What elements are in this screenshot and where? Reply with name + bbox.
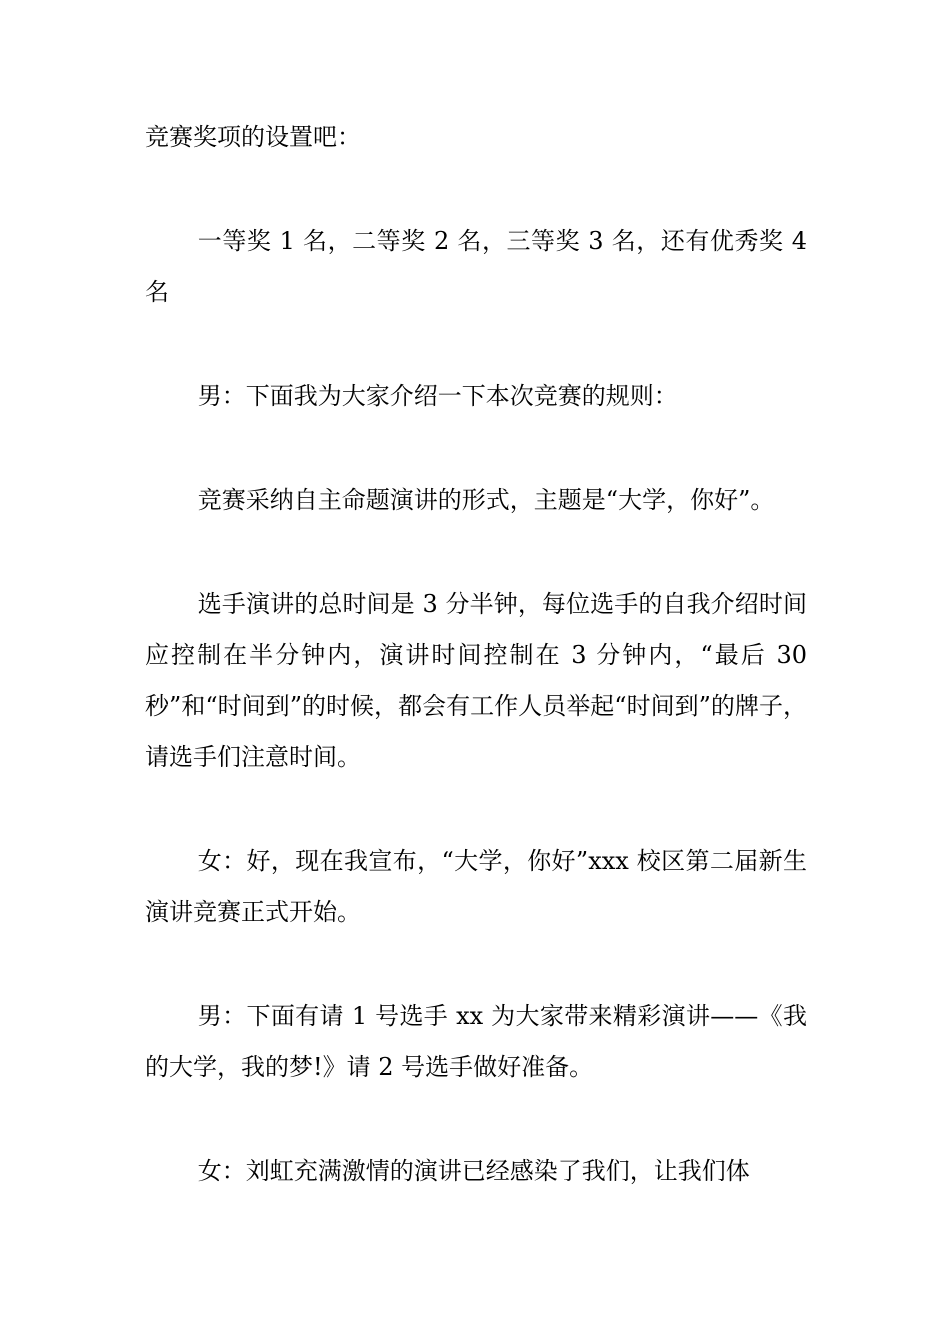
paragraph-theme: 竞赛采纳自主命题演讲的形式，主题是“大学，你好”。 — [197, 486, 775, 514]
paragraph-time-rules: 选手演讲的总时间是 3 分半钟，每位选手的自我介绍时间应控制在半分钟内，演讲时间控制在 3 分钟内，“最后 30 秒”和“时间到”的时候，都会有工作人员举起“时间到”的牌子，请选手们注意时间。 — [145, 590, 807, 771]
document-page — [145, 112, 807, 1250]
paragraph-awards-intro: 竞赛奖项的设置吧： — [145, 123, 361, 151]
paragraph-awards-list: 一等奖 1 名，二等奖 2 名，三等奖 3 名，还有优秀奖 4 名 — [145, 227, 807, 306]
paragraph-opening: 女：好，现在我宣布，“大学，你好”xxx 校区第二届新生演讲竞赛正式开始。 — [145, 847, 807, 926]
paragraph-rules-intro: 男：下面我为大家介绍一下本次竞赛的规则： — [197, 382, 678, 410]
paragraph-first-speaker: 男：下面有请 1 号选手 xx 为大家带来精彩演讲——《我的大学，我的梦!》请 2 号选手做好准备。 — [145, 1002, 807, 1081]
paragraph-comment: 女：刘虹充满激情的演讲已经感染了我们，让我们体 — [197, 1157, 750, 1185]
